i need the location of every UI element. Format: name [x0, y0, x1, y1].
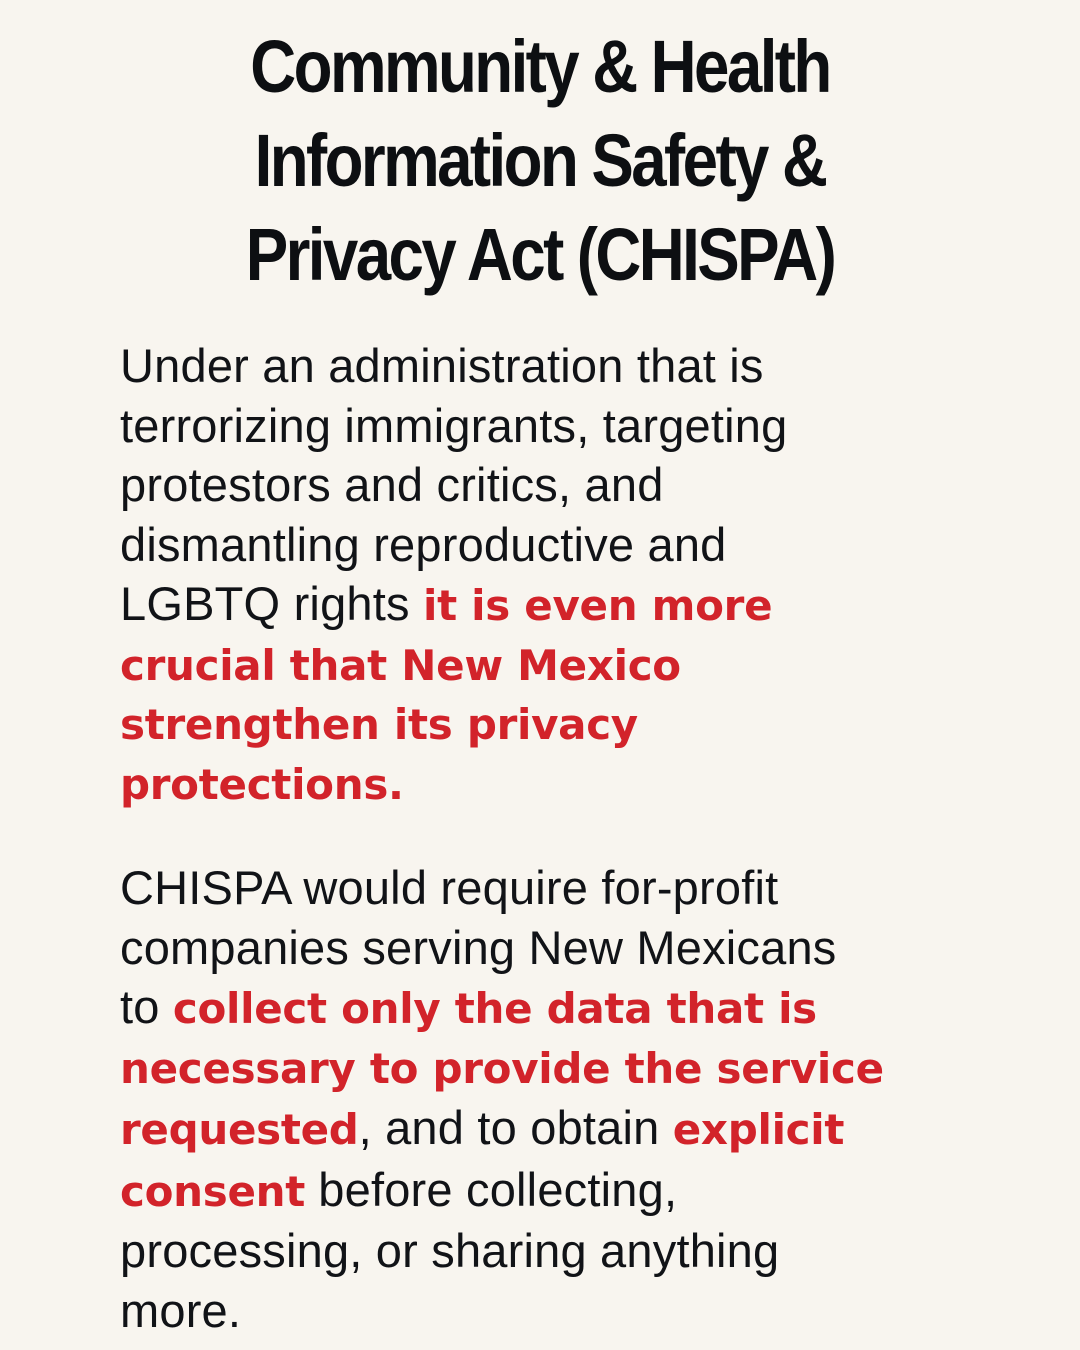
- paragraph-line: [120, 1160, 970, 1222]
- plain-text: before collecting,: [305, 1162, 678, 1216]
- paragraph-line: CHISPA would require for-profit: [120, 861, 779, 914]
- title-line: Information Safety &: [254, 119, 826, 202]
- highlight-text: collect only the data that is: [172, 984, 817, 1033]
- highlight-line: crucial that New Mexico: [120, 640, 681, 690]
- paragraph-line: [120, 1098, 970, 1160]
- plain-text: to: [120, 980, 173, 1033]
- title-line: Community & Health: [250, 25, 830, 108]
- highlight-text: explicit: [672, 1105, 845, 1154]
- highlight-line: protections.: [120, 759, 404, 809]
- paragraph-line: [120, 574, 970, 636]
- paragraph-line: more.: [120, 1283, 242, 1337]
- paragraph-line: terrorizing immigrants, targeting: [120, 398, 788, 452]
- highlight-text: requested: [120, 1105, 359, 1154]
- paragraph-line: companies serving New Mexicans: [120, 920, 837, 974]
- plain-text: , and to obtain: [358, 1101, 673, 1154]
- paragraph-line: protestors and critics, and: [120, 458, 664, 511]
- highlight-text: consent: [120, 1166, 306, 1216]
- chispa-paragraph: [120, 858, 970, 1340]
- paragraph-line: [120, 977, 970, 1039]
- highlight-line: necessary to provide the service: [120, 1043, 884, 1093]
- intro-paragraph: [120, 336, 970, 814]
- paragraph-line: Under an administration that is: [120, 339, 764, 392]
- paragraph-line: dismantling reproductive and: [120, 517, 727, 571]
- paragraph-line: processing, or sharing anything: [120, 1224, 780, 1277]
- title-line: Privacy Act (CHISPA): [245, 213, 835, 296]
- highlight-line: strengthen its privacy: [120, 700, 638, 749]
- highlight-text: it is even more: [422, 581, 773, 630]
- page-title: [76, 20, 1005, 302]
- plain-text: LGBTQ rights: [120, 577, 423, 630]
